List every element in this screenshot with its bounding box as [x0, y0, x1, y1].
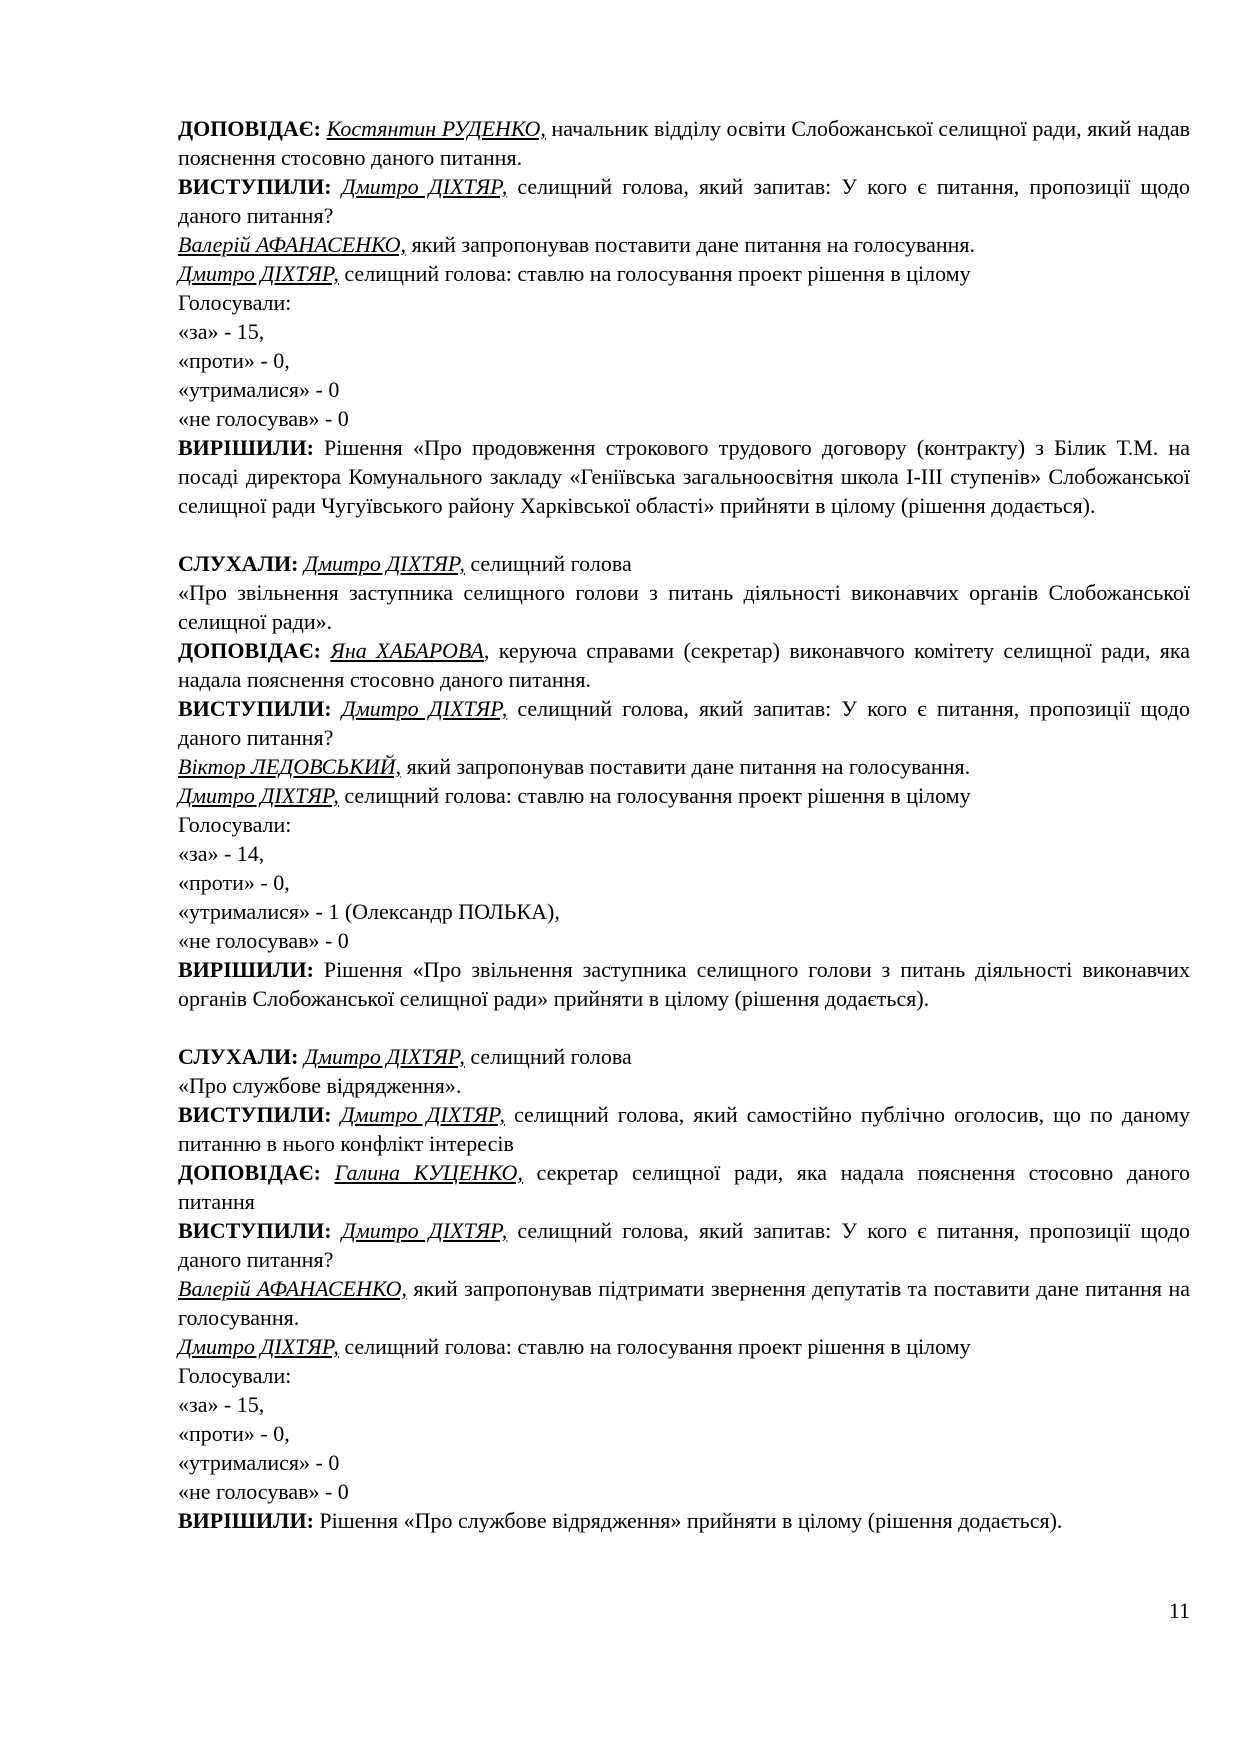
- vote-against: «проти» - 0,: [178, 870, 290, 895]
- reports-label: ДОПОВІДАЄ:: [178, 638, 321, 663]
- reports-label: ДОПОВІДАЄ:: [178, 116, 321, 141]
- speaker-name: Дмитро ДІХТЯР,: [303, 1044, 465, 1069]
- section-spacer: [178, 1013, 1190, 1042]
- vote-for: «за» - 14,: [178, 841, 265, 866]
- decision-paragraph: [178, 433, 1190, 520]
- vote-not-voted: «не голосував» - 0: [178, 406, 349, 431]
- paragraph-text: селищний голова: [464, 1044, 632, 1069]
- decided-label: ВИРІШИЛИ:: [178, 1508, 314, 1533]
- speaker-name: Дмитро ДІХТЯР,: [178, 261, 339, 286]
- proposal-paragraph: [178, 752, 1190, 781]
- vote-for: «за» - 15,: [178, 319, 265, 344]
- speaker-name: Дмитро ДІХТЯР,: [340, 1102, 505, 1127]
- vote-for: «за» - 15,: [178, 1392, 265, 1417]
- spoke-paragraph: [178, 1100, 1190, 1158]
- vote-title: Голосували:: [178, 290, 292, 315]
- vote-abstained: «утрималися» - 0: [178, 1450, 340, 1475]
- speaker-name: Валерій АФАНАСЕНКО,: [178, 232, 407, 257]
- decision-paragraph: [178, 955, 1190, 1013]
- speaker-name: Галина КУЦЕНКО,: [334, 1160, 523, 1185]
- speaker-name: Віктор ЛЕДОВСЬКИЙ,: [178, 754, 402, 779]
- motion-paragraph: [178, 781, 1190, 810]
- paragraph-text: який запропонував підтримати звернення депутатів та поставити дане питання на голосування.: [178, 1276, 1190, 1330]
- vote-title: Голосували:: [178, 1363, 292, 1388]
- agenda-item-title: «Про службове відрядження».: [178, 1073, 462, 1098]
- vote-not-voted: «не голосував» - 0: [178, 928, 349, 953]
- paragraph-text: начальник відділу освіти Слобожанської селищної ради, який надав пояснення стосовно даного питання.: [178, 116, 1191, 170]
- speaker-name: Костянтин РУДЕНКО,: [326, 116, 546, 141]
- spoke-paragraph: [178, 694, 1190, 752]
- vote-against: «проти» - 0,: [178, 348, 290, 373]
- speaker-name: Яна ХАБАРОВА: [330, 638, 484, 663]
- reports-label: ДОПОВІДАЄ:: [178, 1160, 321, 1185]
- section-spacer: [178, 520, 1190, 549]
- paragraph-text: селищний голова, який запитав: У кого є питання, пропозиції щодо даного питання?: [178, 174, 1190, 228]
- motion-paragraph: [178, 259, 1190, 288]
- vote-against: «проти» - 0,: [178, 1421, 290, 1446]
- speaker-name: Дмитро ДІХТЯР,: [178, 783, 339, 808]
- motion-paragraph: [178, 1332, 1190, 1361]
- decided-label: ВИРІШИЛИ:: [178, 957, 314, 982]
- heard-paragraph: [178, 1042, 1190, 1071]
- spoke-paragraph: [178, 172, 1190, 230]
- spoke-label: ВИСТУПИЛИ:: [178, 696, 332, 721]
- page-number: 11: [1168, 1598, 1190, 1623]
- decision-paragraph: [178, 1506, 1190, 1535]
- speaker-name: Дмитро ДІХТЯР,: [178, 1334, 339, 1359]
- decided-label: ВИРІШИЛИ:: [178, 435, 314, 460]
- paragraph-text: Рішення «Про продовження строкового трудового договору (контракту) з Білик Т.М. на посаді директора Комунального закладу «Геніївська загальноосвітня школа І-ІІІ ступенів» Слобожанської селищної ради Чугуївського району Харківської області» прийняти в цілому (рішення додається).: [178, 435, 1190, 518]
- paragraph-text: , керуюча справами (секретар) виконавчого комітету селищної ради, яка надала пояснення стосовно даного питання.: [178, 638, 1190, 692]
- spoke-label: ВИСТУПИЛИ:: [178, 1218, 332, 1243]
- speaker-name: Дмитро ДІХТЯР,: [303, 551, 465, 576]
- report-paragraph: [178, 1158, 1190, 1216]
- paragraph-text: секретар селищної ради, яка надала пояснення стосовно даного питання: [178, 1160, 1191, 1214]
- report-paragraph: [178, 636, 1190, 694]
- proposal-paragraph: [178, 1274, 1190, 1332]
- spoke-label: ВИСТУПИЛИ:: [178, 1102, 332, 1127]
- paragraph-text: селищний голова: ставлю на голосування проект рішення в цілому: [338, 1334, 971, 1359]
- heard-paragraph: [178, 549, 1190, 578]
- paragraph-text: Рішення «Про службове відрядження» прийняти в цілому (рішення додається).: [313, 1508, 1063, 1533]
- vote-not-voted: «не голосував» - 0: [178, 1479, 349, 1504]
- paragraph-text: селищний голова: ставлю на голосування проект рішення в цілому: [338, 261, 971, 286]
- paragraph-text: селищний голова: ставлю на голосування проект рішення в цілому: [338, 783, 971, 808]
- speaker-name: Дмитро ДІХТЯР,: [341, 174, 508, 199]
- vote-abstained: «утрималися» - 1 (Олександр ПОЛЬКА),: [178, 899, 560, 924]
- proposal-paragraph: [178, 230, 1190, 259]
- speaker-name: Валерій АФАНАСЕНКО,: [178, 1276, 407, 1301]
- spoke-label: ВИСТУПИЛИ:: [178, 174, 332, 199]
- vote-title: Голосували:: [178, 812, 292, 837]
- paragraph-text: який запропонував поставити дане питання на голосування.: [401, 754, 971, 779]
- vote-block: [178, 288, 1190, 433]
- paragraph-text: селищний голова, який самостійно публічно оголосив, що по даному питанню в нього конфлікт інтересів: [178, 1102, 1191, 1156]
- report-paragraph: [178, 114, 1190, 172]
- paragraph-text: який запропонував поставити дане питання на голосування.: [406, 232, 976, 257]
- heard-label: СЛУХАЛИ:: [178, 1044, 299, 1069]
- paragraph-text: селищний голова, який запитав: У кого є питання, пропозиції щодо даного питання?: [178, 696, 1190, 750]
- speaker-name: Дмитро ДІХТЯР,: [341, 696, 508, 721]
- spoke-paragraph: [178, 1216, 1190, 1274]
- speaker-name: Дмитро ДІХТЯР,: [341, 1218, 508, 1243]
- paragraph-text: Рішення «Про звільнення заступника селищного голови з питань діяльності виконавчих органів Слобожанської селищної ради» прийняти в цілому (рішення додається).: [178, 957, 1190, 1011]
- document-page: [178, 114, 1190, 1535]
- vote-abstained: «утрималися» - 0: [178, 377, 340, 402]
- vote-block: [178, 810, 1190, 955]
- heard-label: СЛУХАЛИ:: [178, 551, 299, 576]
- agenda-item-title: «Про звільнення заступника селищного голови з питань діяльності виконавчих органів Слобожанської селищної ради».: [178, 580, 1190, 634]
- vote-block: [178, 1361, 1190, 1506]
- paragraph-text: селищний голова, який запитав: У кого є питання, пропозиції щодо даного питання?: [178, 1218, 1190, 1272]
- paragraph-text: селищний голова: [464, 551, 632, 576]
